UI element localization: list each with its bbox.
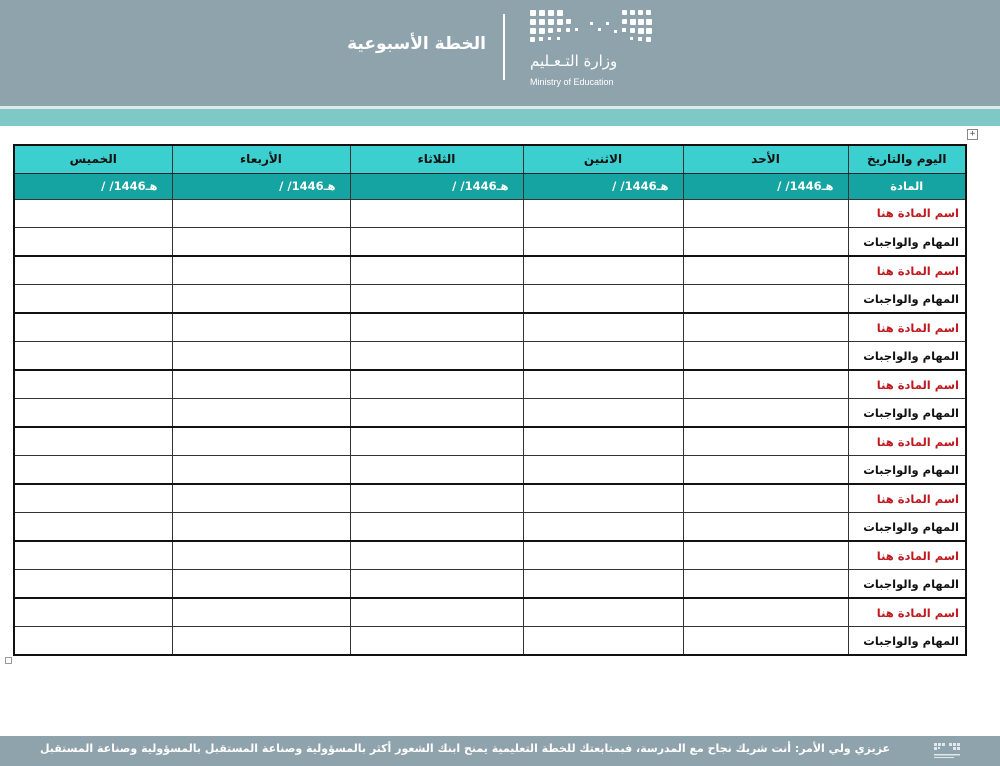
subject-cell-thursday[interactable]: [14, 256, 172, 285]
subject-cell-sunday[interactable]: [683, 427, 848, 456]
corner-header-cell: اليوم والتاريخ: [848, 145, 966, 173]
date-text: / /1446هـ: [612, 179, 669, 193]
ministry-name-arabic: وزارة التـعـليم: [530, 52, 618, 70]
day-header-row: [14, 145, 966, 173]
day-header-monday: الاثنين: [523, 145, 683, 173]
tasks-label: المهام والواجبات: [848, 399, 966, 428]
tasks-cell-sunday[interactable]: [683, 570, 848, 599]
subject-row: [14, 598, 966, 627]
subject-cell-tuesday[interactable]: [350, 370, 523, 399]
subject-label: اسم المادة هنا: [848, 541, 966, 570]
date-cell-thursday[interactable]: [14, 173, 172, 199]
subject-cell-thursday[interactable]: [14, 541, 172, 570]
tasks-cell-tuesday[interactable]: [350, 570, 523, 599]
footer-message: عزيزي ولي الأمر: أنت شريك نجاح مع المدرسة، فبمتابعتك للخطة التعليمية يمنح ابنك الشعور أكثر بالمسؤولية وصناعة المستقبل بالمسؤولية وصناعة المستقبل: [39, 742, 890, 755]
tasks-label: المهام والواجبات: [848, 570, 966, 599]
subject-cell-monday[interactable]: [523, 256, 683, 285]
subject-row: [14, 484, 966, 513]
tasks-cell-thursday[interactable]: [14, 513, 172, 542]
date-text: / /1446هـ: [777, 179, 834, 193]
subject-cell-tuesday[interactable]: [350, 598, 523, 627]
date-text: / /1446هـ: [101, 179, 158, 193]
subject-label: اسم المادة هنا: [848, 199, 966, 228]
subject-cell-monday[interactable]: [523, 484, 683, 513]
subject-row: [14, 199, 966, 228]
tasks-cell-monday[interactable]: [523, 228, 683, 257]
weekly-plan-table: [13, 144, 967, 656]
tasks-row: [14, 285, 966, 314]
subject-label: اسم المادة هنا: [848, 484, 966, 513]
subject-cell-thursday[interactable]: [14, 427, 172, 456]
tasks-cell-tuesday[interactable]: [350, 399, 523, 428]
tasks-cell-sunday[interactable]: [683, 627, 848, 656]
subject-cell-wednesday[interactable]: [172, 199, 350, 228]
subject-cell-tuesday[interactable]: [350, 256, 523, 285]
tasks-cell-tuesday[interactable]: [350, 627, 523, 656]
subject-cell-tuesday[interactable]: [350, 313, 523, 342]
date-cell-sunday[interactable]: [683, 173, 848, 199]
subject-label: اسم المادة هنا: [848, 313, 966, 342]
tasks-row: [14, 570, 966, 599]
subject-cell-monday[interactable]: [523, 598, 683, 627]
day-header-tuesday: الثلاثاء: [350, 145, 523, 173]
page-footer: [0, 736, 1000, 766]
tasks-label: المهام والواجبات: [848, 342, 966, 371]
tasks-cell-monday[interactable]: [523, 456, 683, 485]
subject-cell-sunday[interactable]: [683, 541, 848, 570]
tasks-row: [14, 228, 966, 257]
tasks-cell-wednesday[interactable]: [172, 570, 350, 599]
tasks-label: المهام والواجبات: [848, 627, 966, 656]
tasks-cell-monday[interactable]: [523, 399, 683, 428]
tasks-cell-thursday[interactable]: [14, 228, 172, 257]
subject-row: [14, 313, 966, 342]
day-header-thursday: الخميس: [14, 145, 172, 173]
subject-cell-thursday[interactable]: [14, 313, 172, 342]
tasks-label: المهام والواجبات: [848, 228, 966, 257]
subject-cell-tuesday[interactable]: [350, 199, 523, 228]
table-move-handle-icon[interactable]: +: [967, 129, 978, 140]
tasks-cell-thursday[interactable]: [14, 399, 172, 428]
tasks-cell-monday[interactable]: [523, 513, 683, 542]
subject-cell-wednesday[interactable]: [172, 484, 350, 513]
subject-cell-tuesday[interactable]: [350, 427, 523, 456]
tasks-cell-sunday[interactable]: [683, 399, 848, 428]
corner-subheader-cell: المادة: [848, 173, 966, 199]
tasks-cell-sunday[interactable]: [683, 228, 848, 257]
subject-cell-wednesday[interactable]: [172, 313, 350, 342]
tasks-cell-wednesday[interactable]: [172, 228, 350, 257]
subject-cell-wednesday[interactable]: [172, 598, 350, 627]
subject-cell-tuesday[interactable]: [350, 484, 523, 513]
ministry-logo-icon: [530, 8, 658, 48]
subject-cell-wednesday[interactable]: [172, 256, 350, 285]
tasks-label: المهام والواجبات: [848, 513, 966, 542]
subject-cell-thursday[interactable]: [14, 199, 172, 228]
tasks-cell-sunday[interactable]: [683, 513, 848, 542]
ministry-logo-small-icon: [932, 741, 962, 761]
subject-cell-thursday[interactable]: [14, 370, 172, 399]
subject-cell-monday[interactable]: [523, 199, 683, 228]
subject-row: [14, 370, 966, 399]
tasks-cell-monday[interactable]: [523, 570, 683, 599]
header-divider: [503, 14, 505, 80]
tasks-cell-monday[interactable]: [523, 285, 683, 314]
tasks-cell-wednesday[interactable]: [172, 399, 350, 428]
tasks-row: [14, 627, 966, 656]
tasks-cell-tuesday[interactable]: [350, 285, 523, 314]
tasks-cell-monday[interactable]: [523, 627, 683, 656]
date-text: / /1446هـ: [279, 179, 336, 193]
tasks-cell-sunday[interactable]: [683, 285, 848, 314]
tasks-row: [14, 513, 966, 542]
subject-cell-sunday[interactable]: [683, 313, 848, 342]
tasks-cell-wednesday[interactable]: [172, 285, 350, 314]
tasks-row: [14, 342, 966, 371]
subject-row: [14, 427, 966, 456]
subject-cell-sunday[interactable]: [683, 484, 848, 513]
tasks-cell-thursday[interactable]: [14, 456, 172, 485]
subject-cell-thursday[interactable]: [14, 598, 172, 627]
date-row: [14, 173, 966, 199]
day-header-sunday: الأحد: [683, 145, 848, 173]
tasks-cell-tuesday[interactable]: [350, 456, 523, 485]
tasks-cell-monday[interactable]: [523, 342, 683, 371]
tasks-cell-wednesday[interactable]: [172, 342, 350, 371]
day-header-wednesday: الأربعاء: [172, 145, 350, 173]
subject-cell-monday[interactable]: [523, 313, 683, 342]
subject-cell-wednesday[interactable]: [172, 427, 350, 456]
subject-label: اسم المادة هنا: [848, 427, 966, 456]
subject-cell-monday[interactable]: [523, 541, 683, 570]
table-end-marker: [5, 657, 12, 664]
date-cell-tuesday[interactable]: [350, 173, 523, 199]
tasks-cell-thursday[interactable]: [14, 285, 172, 314]
tasks-row: [14, 399, 966, 428]
tasks-cell-sunday[interactable]: [683, 342, 848, 371]
subject-label: اسم المادة هنا: [848, 256, 966, 285]
subject-row: [14, 256, 966, 285]
tasks-cell-thursday[interactable]: [14, 570, 172, 599]
tasks-cell-wednesday[interactable]: [172, 513, 350, 542]
subject-cell-sunday[interactable]: [683, 370, 848, 399]
ministry-logo: [524, 8, 664, 93]
date-cell-monday[interactable]: [523, 173, 683, 199]
ministry-name-english: Ministry of Education: [530, 77, 614, 87]
tasks-row: [14, 456, 966, 485]
subject-cell-wednesday[interactable]: [172, 541, 350, 570]
subject-cell-thursday[interactable]: [14, 484, 172, 513]
subject-cell-sunday[interactable]: [683, 598, 848, 627]
tasks-cell-tuesday[interactable]: [350, 513, 523, 542]
subject-cell-sunday[interactable]: [683, 256, 848, 285]
subject-row: [14, 541, 966, 570]
tasks-cell-sunday[interactable]: [683, 456, 848, 485]
date-cell-wednesday[interactable]: [172, 173, 350, 199]
tasks-label: المهام والواجبات: [848, 456, 966, 485]
tasks-cell-tuesday[interactable]: [350, 228, 523, 257]
subject-cell-monday[interactable]: [523, 370, 683, 399]
subject-label: اسم المادة هنا: [848, 598, 966, 627]
subject-cell-wednesday[interactable]: [172, 370, 350, 399]
tasks-cell-thursday[interactable]: [14, 627, 172, 656]
subject-label: اسم المادة هنا: [848, 370, 966, 399]
subject-cell-monday[interactable]: [523, 427, 683, 456]
header-band: [0, 109, 1000, 126]
tasks-cell-tuesday[interactable]: [350, 342, 523, 371]
page-header: [0, 0, 1000, 106]
tasks-cell-thursday[interactable]: [14, 342, 172, 371]
tasks-cell-wednesday[interactable]: [172, 627, 350, 656]
subject-cell-sunday[interactable]: [683, 199, 848, 228]
date-text: / /1446هـ: [452, 179, 509, 193]
subject-cell-tuesday[interactable]: [350, 541, 523, 570]
tasks-label: المهام والواجبات: [848, 285, 966, 314]
tasks-cell-wednesday[interactable]: [172, 456, 350, 485]
page-title: الخطة الأسبوعية: [347, 34, 486, 54]
